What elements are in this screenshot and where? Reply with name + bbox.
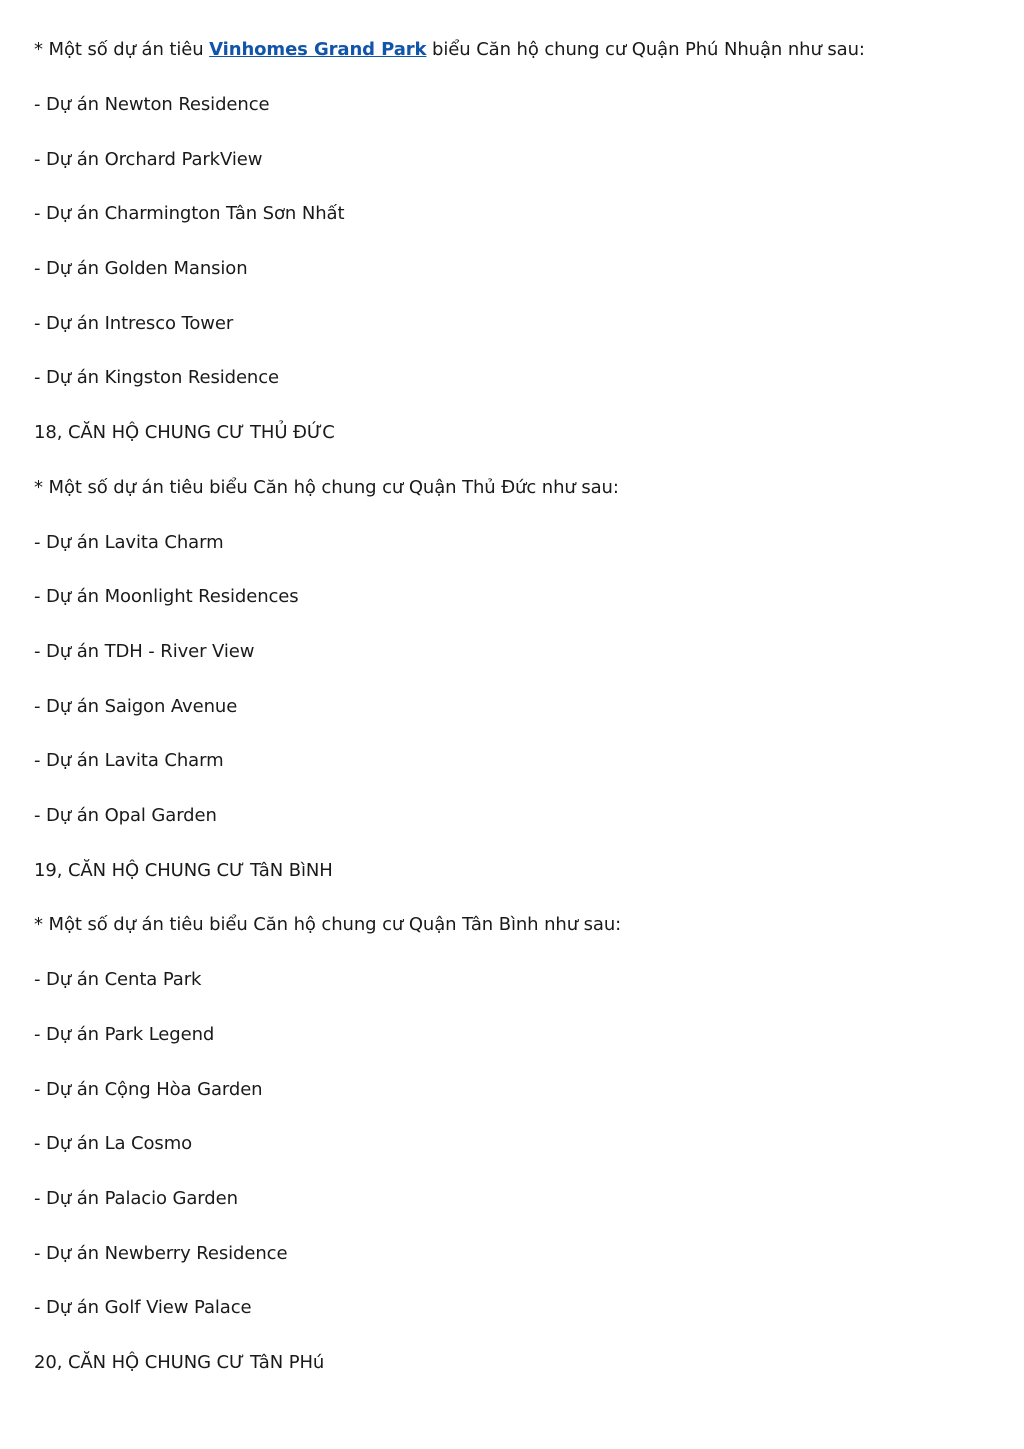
list-item: - Dự án Park Legend	[34, 1024, 215, 1045]
list-item: - Dự án Golden Mansion	[34, 258, 248, 279]
list-item: - Dự án Palacio Garden	[34, 1188, 238, 1209]
list-item: - Dự án Opal Garden	[34, 805, 217, 826]
list-item: - Dự án Kingston Residence	[34, 367, 280, 388]
intro-paragraph	[34, 38, 865, 62]
section-heading-19: 19, CĂN HỘ CHUNG CƯ TâN BìNH	[34, 860, 333, 881]
list-item: - Dự án Intresco Tower	[34, 313, 234, 334]
list-item: - Dự án Newton Residence	[34, 94, 270, 115]
list-item: - Dự án Cộng Hòa Garden	[34, 1079, 263, 1100]
list-item: - Dự án TDH - River View	[34, 641, 255, 662]
section-intro-18: * Một số dự án tiêu biểu Căn hộ chung cư Quận Thủ Đức như sau:	[34, 477, 619, 498]
list-item: - Dự án Moonlight Residences	[34, 586, 299, 607]
section-heading-18: 18, CĂN HỘ CHUNG CƯ THỦ ĐỨC	[34, 422, 335, 443]
intro-prefix: * Một số dự án tiêu	[34, 39, 210, 60]
list-item: - Dự án Orchard ParkView	[34, 149, 263, 170]
list-item: - Dự án Lavita Charm	[34, 750, 224, 771]
list-item: - Dự án Charmington Tân Sơn Nhất	[34, 203, 345, 224]
list-item: - Dự án Saigon Avenue	[34, 696, 238, 717]
list-item: - Dự án Centa Park	[34, 969, 202, 990]
list-item: - Dự án Newberry Residence	[34, 1243, 288, 1264]
section-intro-19: * Một số dự án tiêu biểu Căn hộ chung cư Quận Tân Bình như sau:	[34, 914, 622, 935]
list-item: - Dự án Lavita Charm	[34, 532, 224, 553]
intro-suffix: biểu Căn hộ chung cư Quận Phú Nhuận như sau:	[426, 39, 865, 60]
list-item: - Dự án Golf View Palace	[34, 1297, 252, 1318]
list-item: - Dự án La Cosmo	[34, 1133, 193, 1154]
vinhomes-grand-park-link[interactable]: Vinhomes Grand Park	[209, 39, 427, 60]
section-heading-20: 20, CĂN HỘ CHUNG CƯ TâN PHú	[34, 1352, 325, 1373]
